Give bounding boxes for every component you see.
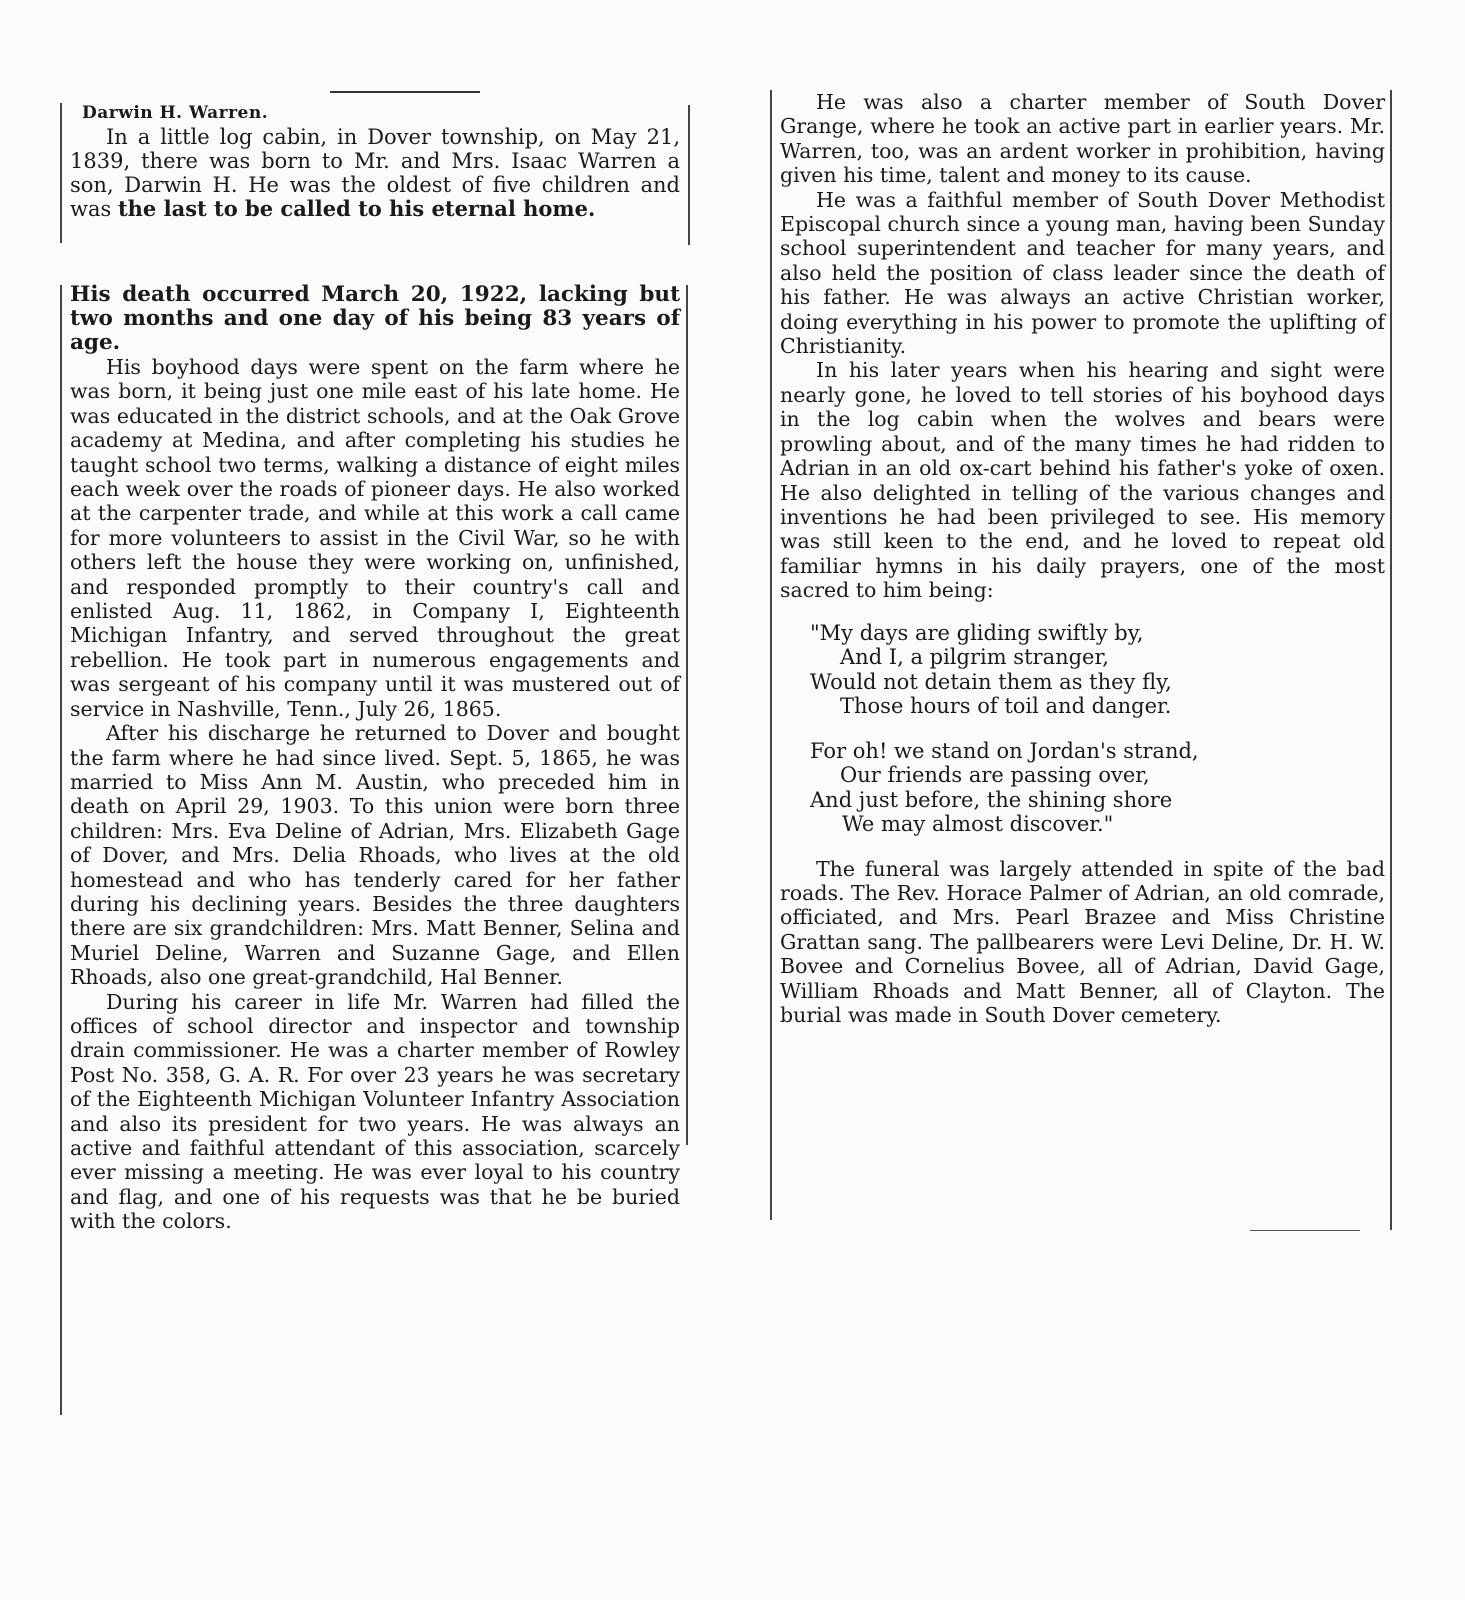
grange-paragraph: He was also a charter member of South Dover Grange, where he took an active part in earlier years. Mr. Warren, too, was an ardent worker in prohibition, having given his time, talent and money to its cause. [780,90,1385,188]
end-rule [1250,1230,1360,1231]
right-border-right [1390,90,1392,1230]
hymn-line: And just before, the shining shore [810,787,1173,812]
body-border-left [60,285,62,1415]
family-paragraph: After his discharge he returned to Dover and bought the farm where he had since lived. Sept. 5, 1865, he was married to Miss Ann M. Austin, who preceded him in death on April 29, 1903. To this union were born three children: Mrs. Eva Deline of Adrian, Mrs. Elizabeth Gage of Dover, and Mrs. Delia Rhoads, who lives at the old homestead and who has tenderly cared for her father during his declining years. Besides the three daughters there are six grandchildren: Mrs. Matt Benner, Selina and Muriel Deline, Warren and Suzanne Gage, and Ellen Rhoads, also one great-grandchild, Hal Benner. [70,721,680,990]
hymn-line: Would not detain them as they fly, [810,669,1172,694]
obituary-body [70,283,680,1234]
hymn-line: Our friends are passing over, [840,763,1150,788]
column-border-left [60,103,62,243]
obituary-lede: In a little log cabin, in Dover township, on May 21, 1839, there was born to Mr. and Mrs. Isaac Warren a son, Darwin H. He was the oldest of five children and was [70,125,680,221]
top-rule [330,91,480,93]
right-column-clipping [770,90,1405,1270]
obituary-continued [780,90,1385,1027]
body-border-right [686,285,688,1145]
later-years-paragraph: In his later years when his hearing and sight were nearly gone, he loved to tell stories of his boyhood days in the log cabin when the wolves and bears were prowling about, and of the many times he had ridden to Adrian in an old ox-cart behind his father's yoke of oxen. He also delighted in telling of the various changes and inventions he had been privileged to see. His memory was still keen to the end, and he loved to repeat old familiar hymns in his daily prayers, one of the most sacred to him being: [780,358,1385,603]
hymn-verse [780,621,1385,837]
column-border-right [688,105,690,245]
left-column-clipping [60,95,695,1525]
obituary-header-block [70,95,680,221]
funeral-paragraph: The funeral was largely attended in spite of the bad roads. The Rev. Horace Palmer of Adrian, an old comrade, officiated, and Mrs. Pearl Brazee and Miss Christine Grattan sang. The pallbearers were Levi Deline, Dr. H. W. Bovee and Cornelius Bovee, all of Adrian, David Gage, William Rhoads and Matt Benner, all of Clayton. The burial was made in South Dover cemetery. [780,856,1385,1027]
hymn-line: Those hours of toil and danger. [840,694,1172,719]
hymn-stanza-1 [780,621,1385,719]
career-paragraph: During his career in life Mr. Warren had filled the offices of school director and inspector and township drain commissioner. He was a charter member of Rowley Post No. 358, G. A. R. For over 23 years he was secretary of the Eighteenth Michigan Volunteer Infantry Association and also its president for two years. He was always an active and faithful attendant of this association, scarcely ever missing a meeting. He was ever loyal to his country and flag, and one of his requests was that he be buried with the colors. [70,989,680,1234]
hymn-line: And I, a pilgrim stranger, [840,645,1109,670]
boyhood-paragraph: His boyhood days were spent on the farm where he was born, it being just one mile east of his late home. He was educated in the district schools, and at the Oak Grove academy at Medina, and after completing his studies he taught school two terms, walking a distance of eight miles each week over the roads of pioneer days. He also worked at the carpenter trade, and while at this work a call came for more volunteers to assist in the Civil War, so he with others left the house they were working on, unfinished, and responded promptly to their country's call and enlisted Aug. 11, 1862, in Company I, Eighteenth Michigan Infantry, and served throughout the great rebellion. He took part in numerous engagements and was sergeant of his company until it was mustered out of service in Nashville, Tenn., July 26, 1865. [70,355,680,721]
hymn-line: We may almost discover." [842,812,1114,837]
hymn-line: For oh! we stand on Jordan's strand, [810,738,1199,763]
hymn-line: "My days are gliding swiftly by, [810,620,1144,645]
church-paragraph: He was a faithful member of South Dover Methodist Episcopal church since a young man, having been Sunday school superintendent and teacher for many years, and also held the position of class leader since the death of his father. He was always an active Christian worker, doing everything in his power to promote the uplifting of Christianity. [780,187,1385,359]
obituary-lede-bold: the last to be called to his eternal home. [117,196,596,221]
obituary-headline: Darwin H. Warren. [82,103,269,123]
right-border-left [770,90,772,1220]
death-paragraph: His death occurred March 20, 1922, lacking but two months and one day of his being 83 years of age. [70,282,680,355]
hymn-stanza-2 [780,739,1385,837]
